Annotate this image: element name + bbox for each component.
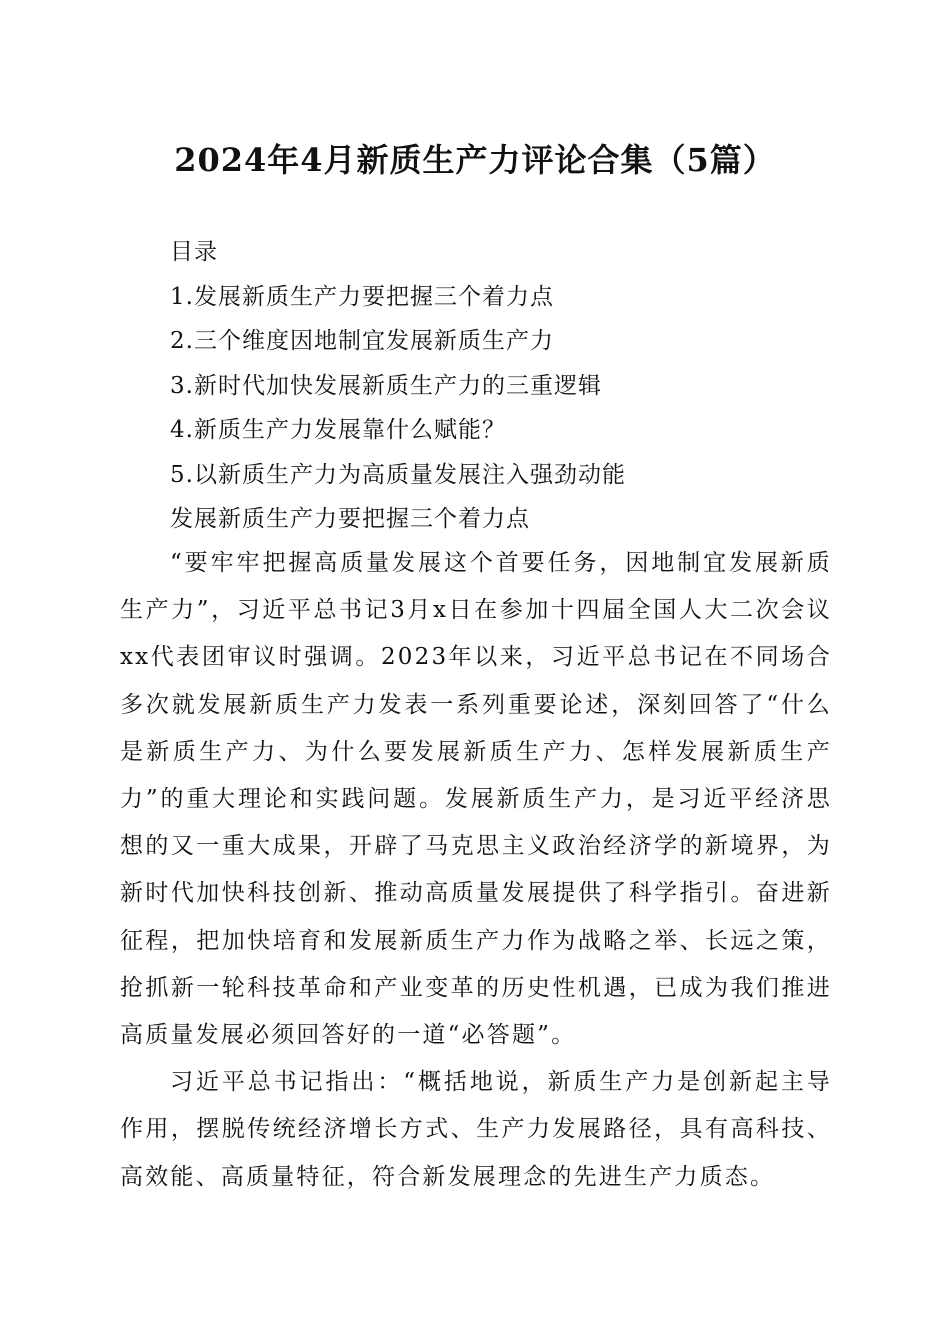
toc-item: 1.发展新质生产力要把握三个着力点 [170, 283, 554, 310]
table-of-contents [170, 230, 890, 542]
paragraph: “要牢牢把握高质量发展这个首要任务，因地制宜发展新质生产力”，习近平总书记3月x日在参加十四届全国人大二次会议xx代表团审议时强调。2023年以来，习近平总书记在不同场合多次就发展新质生产力发表一系列重要论述，深刻回答了“什么是新质生产力、为什么要发展新质生产力、怎样发展新质生产力”的重大理论和实践问题。发展新质生产力，是习近平经济思想的又一重大成果，开辟了马克思主义政治经济学的新境界，为新时代加快科技创新、推动高质量发展提供了科学指引。奋进新征程，把加快培育和发展新质生产力作为战略之举、长远之策，抢抓新一轮科技革命和产业变革的历史性机遇，已成为我们推进高质量发展必须回答好的一道“必答题”。 [120, 550, 832, 1049]
toc-item: 4.新质生产力发展靠什么赋能？ [170, 417, 506, 443]
section-title: 发展新质生产力要把握三个着力点 [170, 506, 530, 532]
body-text [120, 540, 832, 1201]
toc-item: 5.以新质生产力为高质量发展注入强劲动能 [170, 461, 626, 488]
paragraph: 习近平总书记指出：“概括地说，新质生产力是创新起主导作用，摆脱传统经济增长方式、生产力发展路径，具有高科技、高效能、高质量特征，符合新发展理念的先进生产力质态。 [120, 1069, 832, 1190]
toc-item: 3.新时代加快发展新质生产力的三重逻辑 [170, 372, 602, 399]
toc-heading: 目录 [170, 239, 218, 265]
toc-item: 2.三个维度因地制宜发展新质生产力 [170, 328, 554, 354]
document-title: 2024年4月新质生产力评论合集（5篇） [174, 141, 776, 179]
